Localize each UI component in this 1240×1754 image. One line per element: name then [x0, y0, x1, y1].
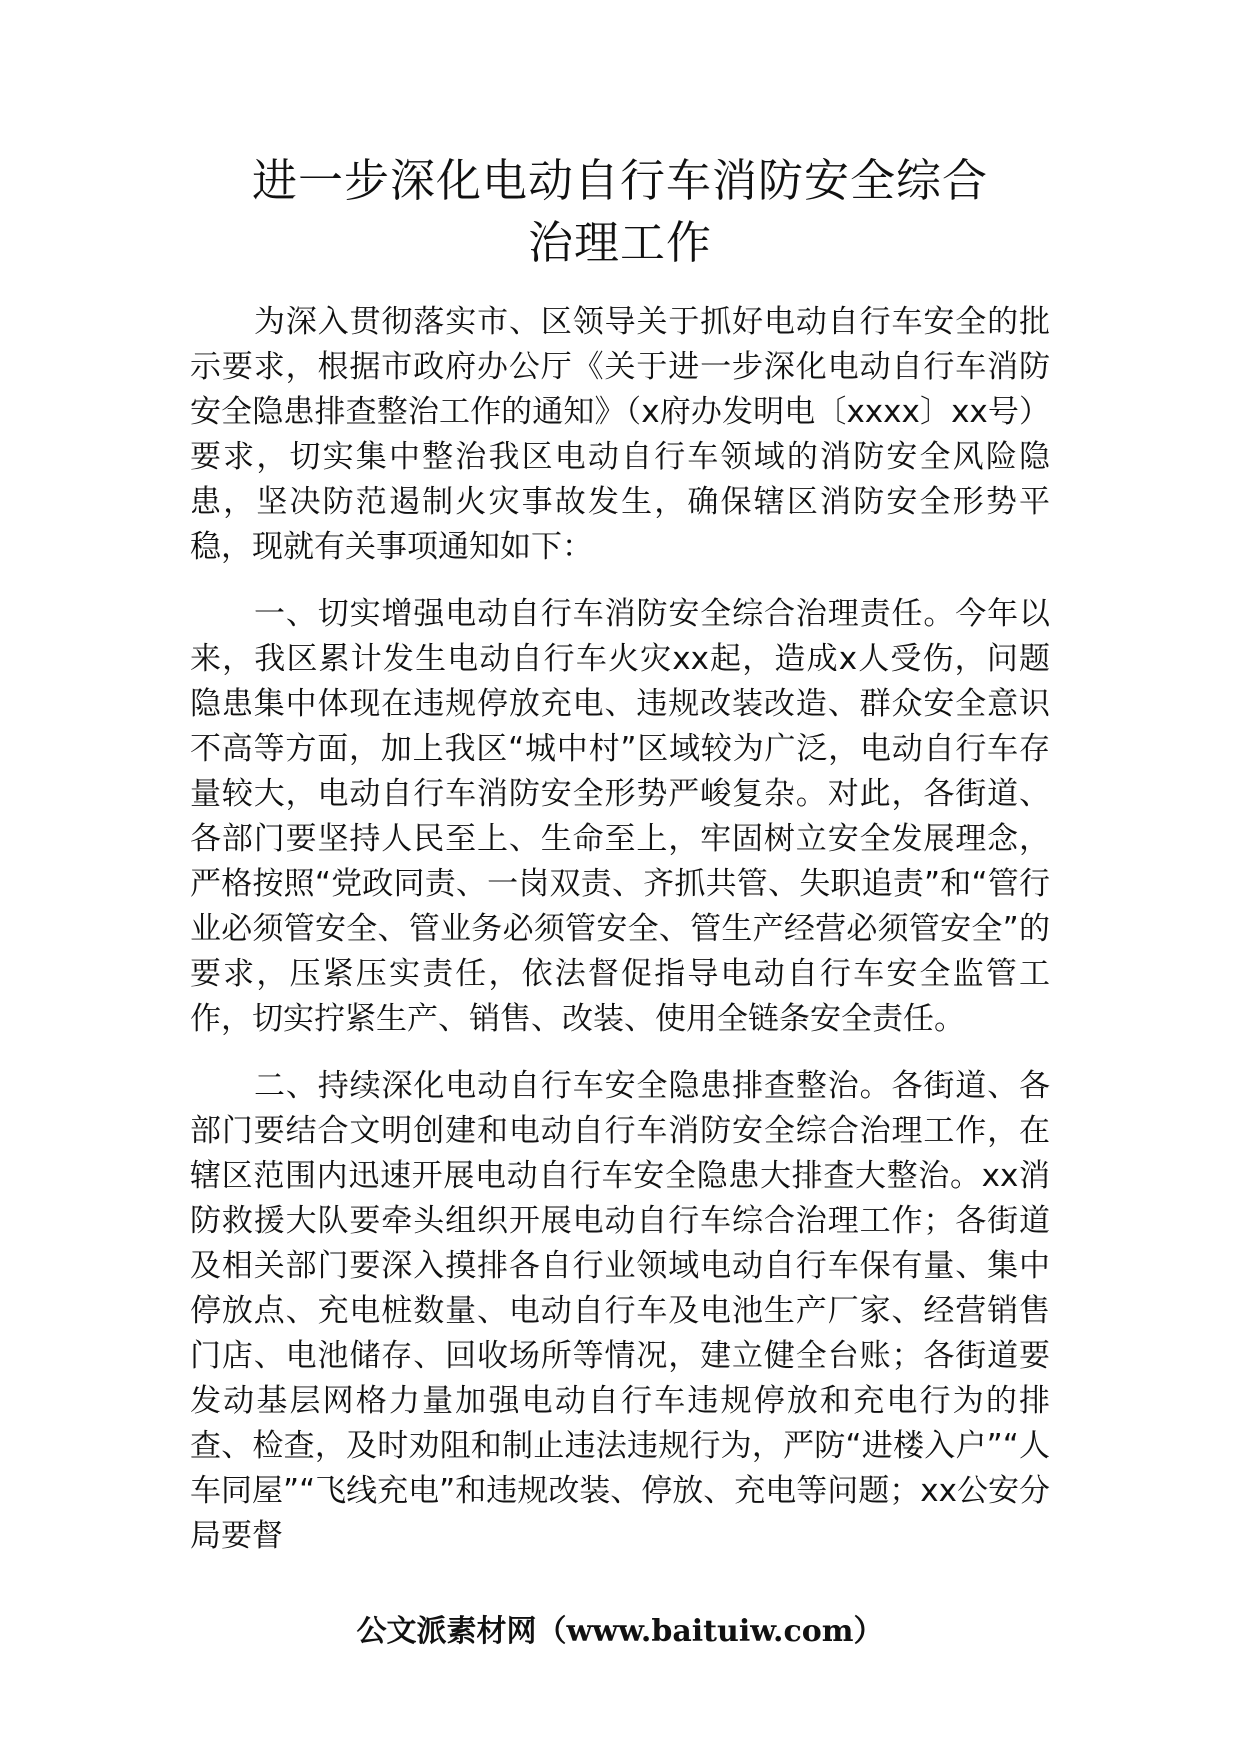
footer-watermark: 公文派素材网（www.baituiw.com）	[356, 1614, 884, 1649]
section-2-paragraph: 二、持续深化电动自行车安全隐患排查整治。各街道、各部门要结合文明创建和电动自行车消防安全综合治理工作，在辖区范围内迅速开展电动自行车安全隐患大排查大整治。xx消防救援大队要牵头组织开展电动自行车综合治理工作；各街道及相关部门要深入摸排各自行业领域电动自行车保有量、集中停放点、充电桩数量、电动自行车及电池生产厂家、经营销售门店、电池储存、回收场所等情况，建立健全台账；各街道要发动基层网格力量加强电动自行车违规停放和充电行为的排查、检查，及时劝阻和制止违法违规行为，严防“进楼入户”“人车同屋”“飞线充电”和违规改装、停放、充电等问题；xx公安分局要督	[190, 1068, 1050, 1554]
document-title	[190, 150, 1050, 274]
intro-paragraph: 为深入贯彻落实市、区领导关于抓好电动自行车安全的批示要求，根据市政府办公厅《关于进一步深化电动自行车消防安全隐患排查整治工作的通知》（x府办发明电〔xxxx〕xx号）要求，切实集中整治我区电动自行车领域的消防安全风险隐患，坚决防范遏制火灾事故发生，确保辖区消防安全形势平稳，现就有关事项通知如下：	[190, 304, 1050, 565]
title-line-1: 进一步深化电动自行车消防安全综合	[251, 154, 988, 207]
document-body	[190, 300, 1050, 1581]
section-1-paragraph: 一、切实增强电动自行车消防安全综合治理责任。今年以来，我区累计发生电动自行车火灾xx起，造成x人受伤，问题隐患集中体现在违规停放充电、违规改装改造、群众安全意识不高等方面，加上我区“城中村”区域较为广泛，电动自行车存量较大，电动自行车消防安全形势严峻复杂。对此，各街道、各部门要坚持人民至上、生命至上，牢固树立安全发展理念，严格按照“党政同责、一岗双责、齐抓共管、失职追责”和“管行业必须管安全、管业务必须管安全、管生产经营必须管安全”的要求，压紧压实责任，依法督促指导电动自行车安全监管工作，切实拧紧生产、销售、改装、使用全链条安全责任。	[190, 596, 1050, 1037]
title-line-2: 治理工作	[527, 216, 712, 269]
